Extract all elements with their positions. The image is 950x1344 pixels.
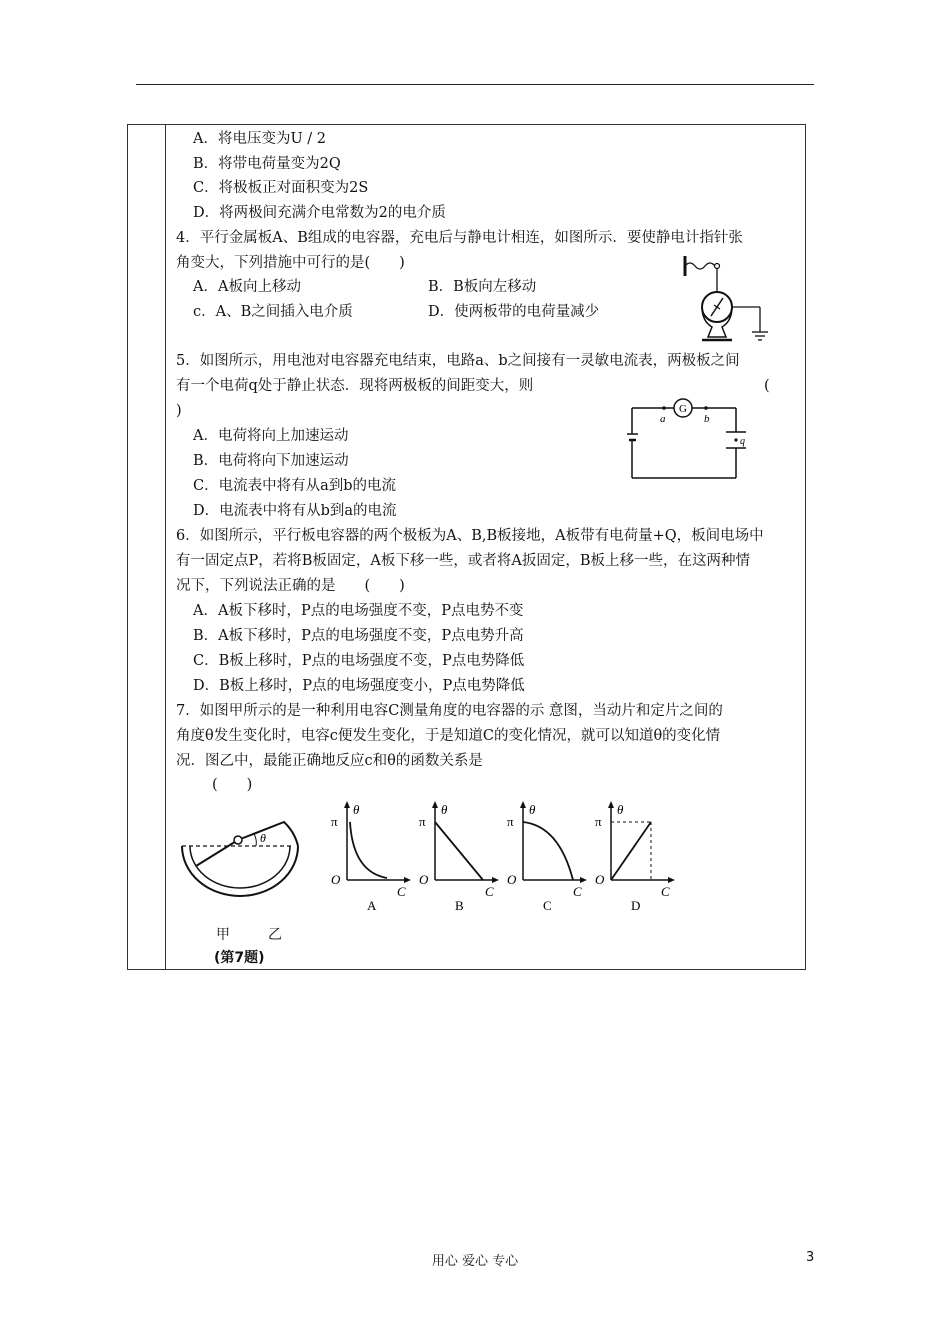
q4-electroscope-figure — [676, 254, 776, 350]
graph-b — [419, 801, 499, 912]
q5-stem-line1: 5．如图所示，用电池对电容器充电结束，电路a、b之间接有一灵敏电流表，两极板之间 — [176, 353, 740, 369]
q5-option-c: C．电流表中将有从a到b的电流 — [193, 478, 397, 494]
q5-paren-open: ( — [764, 378, 770, 394]
charge-q-label: q — [740, 436, 745, 447]
pi-label: π — [595, 814, 602, 829]
c-axis-label: C — [485, 884, 494, 899]
q3-option-d: D．将两极间充满介电常数为2的电介质 — [193, 205, 446, 221]
graph-letter: C — [543, 898, 552, 912]
fig-label-jia: 甲 — [216, 927, 230, 943]
q4-option-c: c．A、B之间插入电介质 — [193, 304, 353, 320]
q6-option-b: B．A板下移时，P点的电场强度不变，P点电势升高 — [193, 628, 524, 644]
q6-stem-line2: 有一固定点P，若将B板固定，A板下移一些，或者将A扳固定，B板上移一些，在这两种情 — [176, 553, 751, 569]
node-a-label: a — [660, 413, 666, 425]
q3-option-c: C．将极板正对面积变为2S — [193, 180, 369, 196]
q6-option-c: C．B板上移时，P点的电场强度不变，P点电势降低 — [193, 653, 525, 669]
table-column-divider — [165, 124, 166, 970]
q7-answer-paren: ( ) — [212, 777, 253, 793]
q7-stem-line2: 角度θ发生变化时，电容c便发生变化，于是知道C的变化情况，就可以知道θ的变化情 — [176, 728, 721, 744]
q7-stem-line3: 况．图乙中，最能正确地反应c和θ的函数关系是 — [176, 753, 483, 769]
origin-label: O — [419, 872, 429, 887]
graph-c — [507, 801, 587, 912]
pi-label: π — [331, 814, 338, 829]
theta-axis-label: θ — [353, 802, 360, 817]
origin-label: O — [331, 872, 341, 887]
q3-option-b: B．将带电荷量变为2Q — [193, 156, 341, 172]
pi-label: π — [419, 814, 426, 829]
q5-circuit-figure — [626, 396, 752, 482]
origin-label: O — [507, 872, 517, 887]
q4-option-a: A．A板向上移动 — [193, 279, 301, 295]
footer-text: 用心 爱心 专心 — [431, 1254, 519, 1269]
q4-stem-line2: 角变大，下列措施中可行的是( ) — [176, 255, 405, 271]
header-rule — [136, 84, 814, 85]
fig-caption: (第7题) — [214, 950, 265, 966]
q5-option-d: D．电流表中将有从b到a的电流 — [193, 503, 397, 519]
node-b-label: b — [704, 413, 710, 425]
theta-axis-label: θ — [617, 802, 624, 817]
graph-a — [331, 801, 411, 912]
theta-angle-label: θ — [260, 831, 266, 845]
q5-option-b: B．电荷将向下加速运动 — [193, 453, 349, 469]
q6-option-a: A．A板下移时，P点的电场强度不变，P点电势不变 — [193, 603, 524, 619]
q5-option-a: A．电荷将向上加速运动 — [193, 428, 349, 444]
q7-stem-line1: 7．如图甲所示的是一种利用电容C测量角度的电容器的示 意图，当动片和定片之间的 — [176, 703, 723, 719]
origin-label: O — [595, 872, 605, 887]
q4-option-b: B．B板向左移动 — [428, 279, 537, 295]
theta-axis-label: θ — [529, 802, 536, 817]
q5-paren-close: ) — [176, 403, 182, 419]
q4-stem-line1: 4．平行金属板A、B组成的电容器，充电后与静电计相连，如图所示．要使静电计指针张 — [176, 230, 743, 246]
q6-stem-line3: 况下，下列说法正确的是 ( ) — [176, 578, 405, 594]
q6-option-d: D．B板上移时，P点的电场强度变小，P点电势降低 — [193, 678, 525, 694]
q3-option-a: A．将电压变为U / 2 — [193, 131, 327, 147]
q6-stem-line1: 6．如图所示，平行板电容器的两个极板为A、B,B板接地，A板带有电荷量+Q，板间电场中 — [176, 528, 764, 544]
c-axis-label: C — [573, 884, 582, 899]
galvanometer-label: G — [679, 403, 687, 415]
fig-label-yi: 乙 — [268, 927, 282, 943]
graph-letter: B — [455, 898, 464, 912]
c-axis-label: C — [397, 884, 406, 899]
q7-graphs — [325, 800, 680, 912]
c-axis-label: C — [661, 884, 670, 899]
page-number: 3 — [806, 1250, 815, 1265]
q7-capacitor-figure — [178, 818, 302, 904]
graph-letter: A — [367, 898, 377, 912]
graph-letter: D — [631, 898, 641, 912]
graph-d — [595, 801, 675, 912]
theta-axis-label: θ — [441, 802, 448, 817]
q4-option-d: D．使两板带的电荷量减少 — [428, 304, 600, 320]
q5-stem-line2: 有一个电荷q处于静止状态．现将两极板的间距变大，则 — [176, 378, 534, 394]
pi-label: π — [507, 814, 514, 829]
